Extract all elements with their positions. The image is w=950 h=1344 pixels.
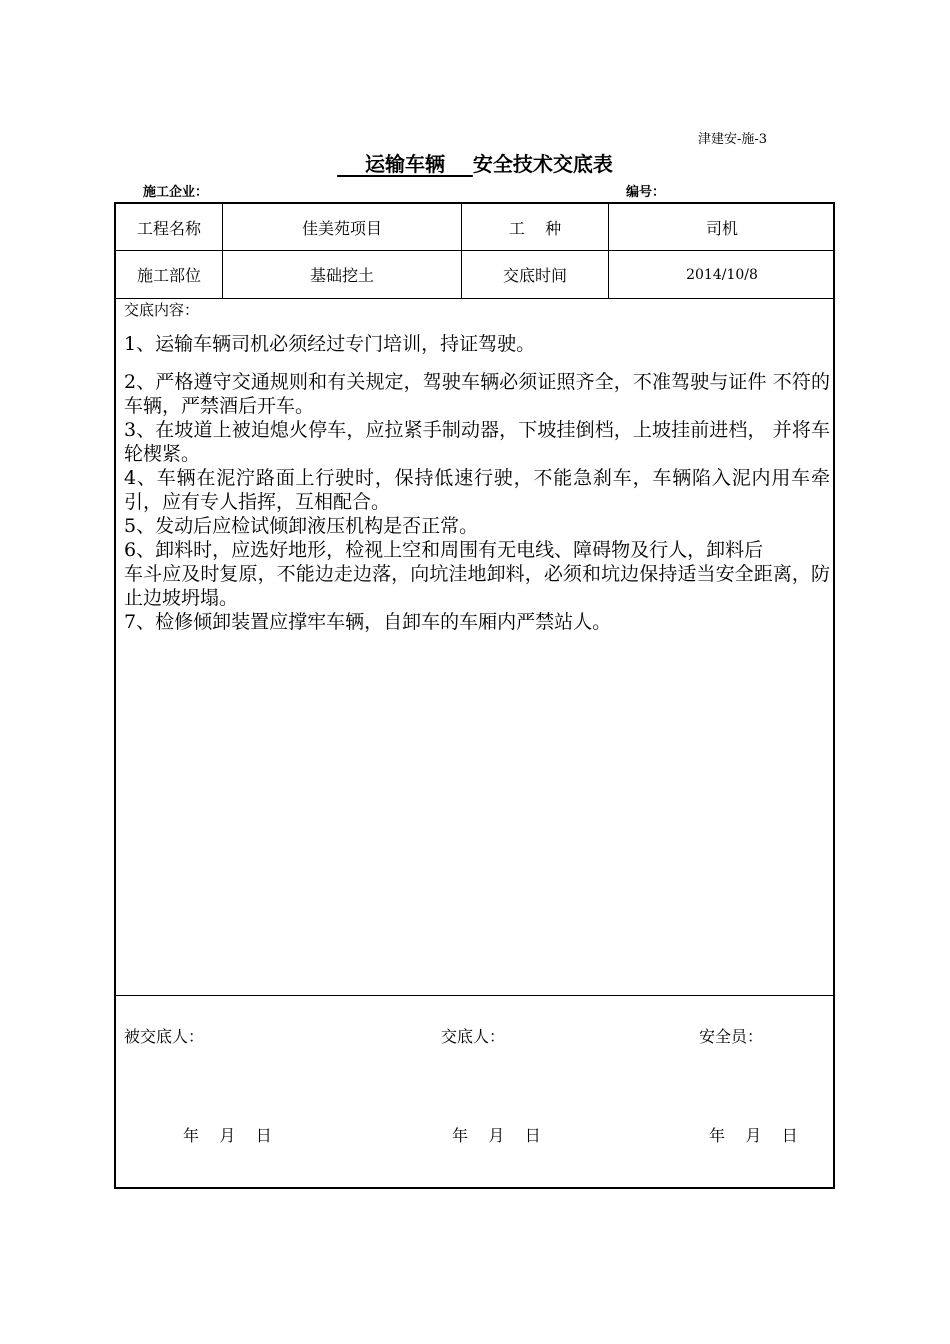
content-list bbox=[124, 332, 830, 634]
title-prefix: 运输车辆 bbox=[365, 152, 445, 176]
safety-officer-label: 安全员： bbox=[699, 1027, 764, 1046]
trade-value: 司机 bbox=[705, 218, 738, 238]
giver-label: 交底人： bbox=[441, 1027, 506, 1046]
project-name-label: 工程名称 bbox=[136, 218, 201, 238]
safety-officer-date: 年 月 日 bbox=[709, 1126, 798, 1145]
trade-label: 工 种 bbox=[508, 218, 562, 238]
receiver-label: 被交底人： bbox=[124, 1027, 205, 1046]
form-code: 津建安-施-3 bbox=[698, 132, 768, 147]
content-item: 3、在坡道上被迫熄火停车，应拉紧手制动器，下坡挂倒档，上坡挂前进档， 并将车轮楔紧。 bbox=[124, 419, 830, 465]
content-label: 交底内容： bbox=[124, 301, 200, 319]
content-item: 6、卸料时，应选好地形，检视上空和周围有无电线、障碍物及行人，卸料后 bbox=[124, 539, 764, 561]
company-label: 施工企业： bbox=[143, 185, 209, 200]
content-item: 5、发动后应检试倾卸液压机构是否正常。 bbox=[124, 515, 479, 537]
content-item: 2、严格遵守交通规则和有关规定，驾驶车辆必须证照齐全，不准驾驶与证件 不符的车辆，严禁酒后开车。 bbox=[124, 371, 830, 417]
content-item: 1、运输车辆司机必须经过专门培训，持证驾驶。 bbox=[124, 333, 536, 355]
title-suffix: 安全技术交底表 bbox=[472, 152, 613, 176]
project-name-value: 佳美苑项目 bbox=[301, 218, 382, 238]
date-value: 2014/10/8 bbox=[686, 266, 758, 283]
page-title bbox=[0, 148, 950, 177]
location-value: 基础挖土 bbox=[309, 266, 374, 285]
serial-label: 编号： bbox=[626, 185, 666, 200]
content-item: 车斗应及时复原，不能边走边落，向坑洼地卸料，必须和坑边保持适当安全距离，防止边坡坍塌。 bbox=[124, 563, 830, 609]
content-item: 4、车辆在泥泞路面上行驶时，保持低速行驶，不能急刹车，车辆陷入泥内用车牵引，应有专人指挥，互相配合。 bbox=[124, 467, 830, 513]
receiver-date: 年 月 日 bbox=[183, 1126, 272, 1145]
content-item: 7、检修倾卸装置应撑牢车辆，自卸车的车厢内严禁站人。 bbox=[124, 611, 612, 633]
disclosure-form bbox=[114, 202, 835, 1189]
location-label: 施工部位 bbox=[136, 266, 201, 285]
row-divider bbox=[116, 298, 833, 299]
date-label: 交底时间 bbox=[502, 266, 567, 285]
row-divider bbox=[116, 995, 833, 996]
giver-date: 年 月 日 bbox=[452, 1126, 541, 1145]
